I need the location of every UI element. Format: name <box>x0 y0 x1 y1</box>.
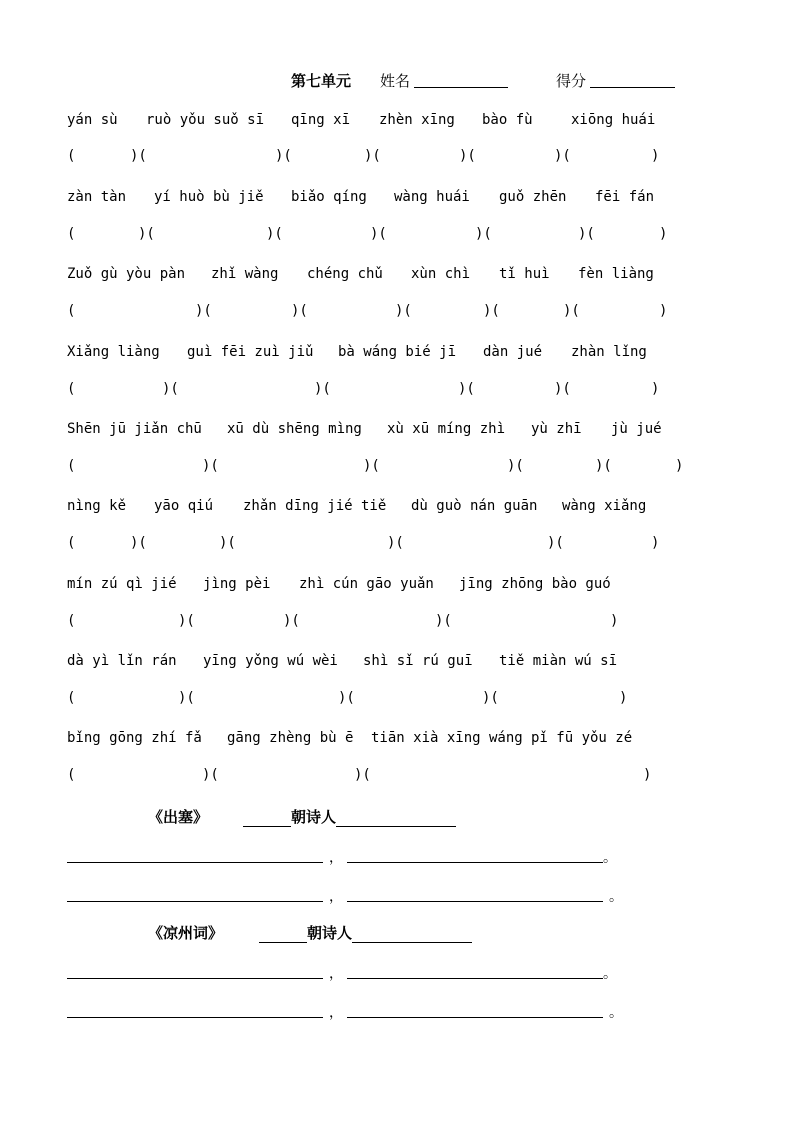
paren-mid: )( <box>130 535 147 551</box>
pinyin-item: yí huò bù jiě <box>154 189 264 205</box>
paren-mid: )( <box>563 303 580 319</box>
pinyin-item: jù jué <box>611 421 662 437</box>
paren-mid: )( <box>162 381 179 397</box>
paren-mid: )( <box>178 613 195 629</box>
paren-mid: )( <box>219 535 236 551</box>
pinyin-item: bà wáng bié jī <box>338 344 457 360</box>
paren-mid: )( <box>338 690 355 706</box>
paren-mid: )( <box>387 535 404 551</box>
paren-close: ) <box>675 458 684 474</box>
pinyin-item: dù guò nán guān <box>411 498 538 514</box>
answer-row[interactable] <box>67 381 667 401</box>
dynasty-field[interactable] <box>259 926 307 943</box>
poem-line-field[interactable] <box>67 845 323 863</box>
name-field[interactable] <box>414 87 508 88</box>
poem-line-row <box>67 884 627 904</box>
poem-line-row <box>67 961 627 981</box>
pinyin-item: wàng huái <box>394 189 470 205</box>
paren-mid: )( <box>138 226 155 242</box>
paren-open: ( <box>67 458 76 474</box>
paren-mid: )( <box>554 148 571 164</box>
pinyin-item: biǎo qíng <box>291 189 367 205</box>
comma-mark: ， <box>329 1005 343 1021</box>
paren-open: ( <box>67 148 76 164</box>
paren-mid: )( <box>130 148 147 164</box>
paren-open: ( <box>67 226 76 242</box>
pinyin-item: zhǎn dīng jié tiě <box>243 498 387 514</box>
paren-mid: )( <box>370 226 387 242</box>
paren-mid: )( <box>395 303 412 319</box>
poem-line-field[interactable] <box>347 961 603 979</box>
pinyin-item: Shēn jū jiǎn chū <box>67 421 202 437</box>
paren-mid: )( <box>275 148 292 164</box>
unit-title: 第七单元 <box>291 72 352 90</box>
poem-line-field[interactable] <box>67 884 323 902</box>
poem-line-field[interactable] <box>347 884 603 902</box>
pinyin-item: Xiǎng liàng <box>67 344 160 360</box>
paren-mid: )( <box>195 303 212 319</box>
paren-mid: )( <box>483 303 500 319</box>
paren-open: ( <box>67 535 76 551</box>
pinyin-item: xiōng huái <box>571 112 656 128</box>
paren-close: ) <box>610 613 619 629</box>
poem-line-field[interactable] <box>347 845 603 863</box>
answer-row[interactable] <box>67 458 684 478</box>
paren-open: ( <box>67 690 76 706</box>
paren-mid: )( <box>354 767 371 783</box>
answer-row[interactable] <box>67 767 667 787</box>
comma-mark: ， <box>329 850 343 866</box>
answer-row[interactable] <box>67 148 667 168</box>
stop-mark: 。 <box>603 966 617 982</box>
pinyin-item: nìng kě <box>67 498 127 514</box>
paren-mid: )( <box>202 767 219 783</box>
paren-mid: )( <box>291 303 308 319</box>
poem-line-field[interactable] <box>67 961 323 979</box>
answer-row[interactable] <box>67 303 667 323</box>
pinyin-item: zhèn xīng <box>379 112 455 128</box>
pinyin-item: shì sǐ rú guī <box>363 653 473 669</box>
pinyin-item: dà yì lǐn rán <box>67 653 177 669</box>
pinyin-item: dàn jué <box>483 344 543 360</box>
paren-mid: )( <box>595 458 612 474</box>
paren-open: ( <box>67 303 76 319</box>
paren-close: ) <box>643 767 652 783</box>
pinyin-item: bǐng gōng zhí fǎ <box>67 730 202 746</box>
pinyin-item: jīng zhōng bào guó <box>459 576 611 592</box>
poem-author-line <box>259 922 472 943</box>
poem-heading <box>148 806 208 827</box>
paren-mid: )( <box>283 613 300 629</box>
poem-title: 《凉州词》 <box>148 924 224 942</box>
pinyin-item: wàng xiǎng <box>562 498 647 514</box>
stop-mark: 。 <box>603 850 617 866</box>
poem-line-row <box>67 845 627 865</box>
answer-row[interactable] <box>67 613 667 633</box>
dynasty-label: 朝诗人 <box>291 808 337 826</box>
paren-mid: )( <box>475 226 492 242</box>
answer-row[interactable] <box>67 226 667 246</box>
comma-mark: ， <box>329 889 343 905</box>
pinyin-item: chéng chǔ <box>307 266 383 282</box>
stop-mark: 。 <box>609 1005 623 1021</box>
dynasty-label: 朝诗人 <box>307 924 353 942</box>
paren-close: ) <box>651 381 660 397</box>
stop-mark: 。 <box>609 889 623 905</box>
poem-title: 《出塞》 <box>148 808 209 826</box>
dynasty-field[interactable] <box>243 810 291 827</box>
poet-field[interactable] <box>352 926 472 943</box>
poet-field[interactable] <box>336 810 456 827</box>
answer-row[interactable] <box>67 690 667 710</box>
paren-mid: )( <box>507 458 524 474</box>
poem-line-row <box>67 1000 627 1020</box>
score-field[interactable] <box>590 87 675 88</box>
pinyin-item: tiě miàn wú sī <box>499 653 618 669</box>
pinyin-item: zhì cún gāo yuǎn <box>299 576 434 592</box>
pinyin-item: yāo qiú <box>154 498 214 514</box>
comma-mark: ， <box>329 966 343 982</box>
paren-mid: )( <box>266 226 283 242</box>
paren-mid: )( <box>458 381 475 397</box>
paren-open: ( <box>67 381 76 397</box>
paren-mid: )( <box>578 226 595 242</box>
paren-close: ) <box>659 303 668 319</box>
paren-close: ) <box>659 226 668 242</box>
paren-mid: )( <box>547 535 564 551</box>
poem-line-field[interactable] <box>347 1000 603 1018</box>
pinyin-item: qīng xī <box>291 112 351 128</box>
pinyin-item: jìng pèi <box>203 576 271 592</box>
paren-open: ( <box>67 767 76 783</box>
pinyin-item: bào fù <box>482 112 533 128</box>
pinyin-item: ruò yǒu suǒ sī <box>146 112 265 128</box>
answer-row[interactable] <box>67 535 667 555</box>
pinyin-item: tǐ huì <box>499 266 550 282</box>
paren-mid: )( <box>314 381 331 397</box>
poem-heading <box>148 922 223 943</box>
paren-mid: )( <box>435 613 452 629</box>
pinyin-item: guǒ zhēn <box>499 189 567 205</box>
pinyin-item: Zuǒ gù yòu pàn <box>67 266 186 282</box>
pinyin-item: yán sù <box>67 112 118 128</box>
pinyin-item: yù zhī <box>531 421 582 437</box>
poem-line-field[interactable] <box>67 1000 323 1018</box>
paren-close: ) <box>619 690 628 706</box>
paren-close: ) <box>651 535 660 551</box>
paren-mid: )( <box>202 458 219 474</box>
paren-open: ( <box>67 613 76 629</box>
pinyin-item: zhǐ wàng <box>211 266 279 282</box>
paren-mid: )( <box>554 381 571 397</box>
paren-mid: )( <box>364 148 381 164</box>
pinyin-item: xùn chì <box>411 266 471 282</box>
poem-author-line <box>243 806 456 827</box>
paren-close: ) <box>651 148 660 164</box>
pinyin-item: xū dù shēng mìng <box>227 421 362 437</box>
pinyin-item: fēi fán <box>595 189 655 205</box>
score-label: 得分 <box>556 72 587 90</box>
pinyin-item: pǐ fū yǒu zé <box>531 730 633 746</box>
paren-mid: )( <box>178 690 195 706</box>
worksheet-header <box>0 70 794 92</box>
pinyin-item: yīng yǒng wú wèi <box>203 653 338 669</box>
pinyin-item: mín zú qì jié <box>67 576 177 592</box>
pinyin-item: fèn liàng <box>578 266 654 282</box>
pinyin-item: tiān xià xīng wáng <box>371 730 523 746</box>
paren-mid: )( <box>363 458 380 474</box>
pinyin-item: zàn tàn <box>67 189 127 205</box>
paren-mid: )( <box>482 690 499 706</box>
name-label: 姓名 <box>380 72 411 90</box>
pinyin-item: xù xū míng zhì <box>387 421 506 437</box>
paren-mid: )( <box>459 148 476 164</box>
pinyin-item: guì fēi zuì jiǔ <box>187 344 314 360</box>
pinyin-item: gāng zhèng bù ē <box>227 730 354 746</box>
pinyin-item: zhàn lǐng <box>571 344 647 360</box>
